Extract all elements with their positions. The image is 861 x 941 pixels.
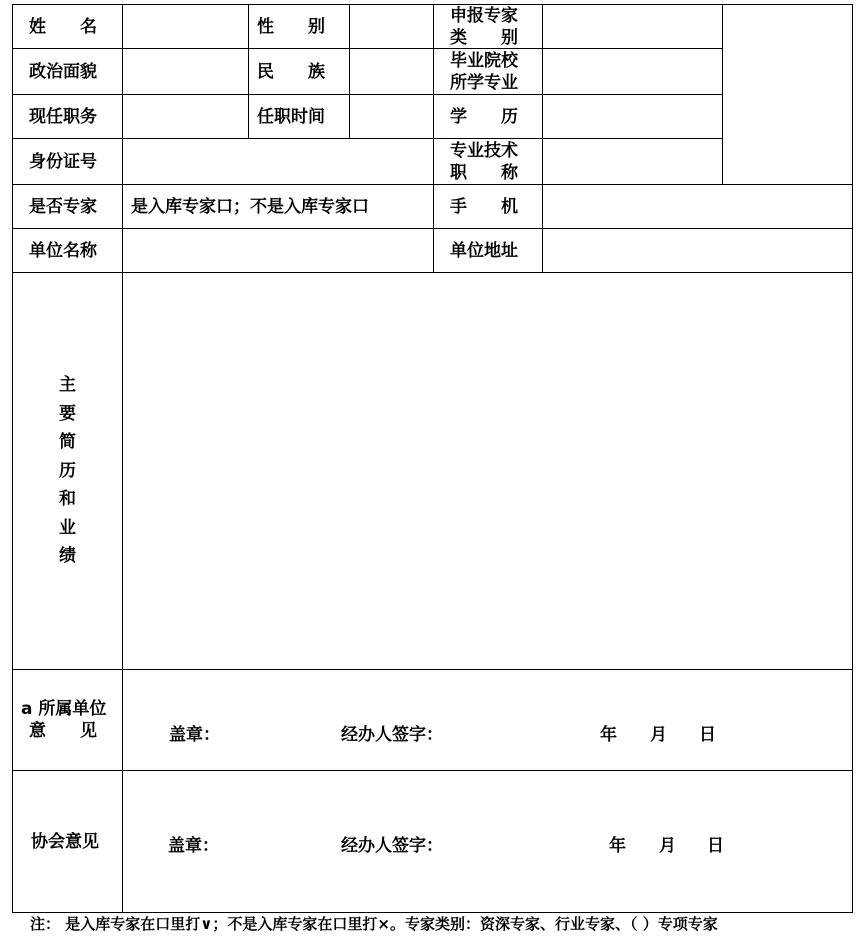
ethnicity-label: 民 族 <box>248 48 350 95</box>
tenure-label: 任职时间 <box>248 94 350 139</box>
unit-year-label: 年 <box>600 725 617 745</box>
political-label: 政治面貌 <box>12 48 123 95</box>
association-day-label: 日 <box>707 836 724 856</box>
gender-label: 性 别 <box>248 4 350 49</box>
unit-stamp-label: 盖章： <box>169 725 220 745</box>
education-label: 学 历 <box>433 94 543 139</box>
position-label: 现任职务 <box>12 94 123 139</box>
is-expert-field[interactable] <box>122 184 434 229</box>
unit-day-label: 日 <box>699 725 716 745</box>
id-field[interactable] <box>122 138 434 185</box>
expert-category-field[interactable] <box>542 4 723 49</box>
id-label: 身份证号 <box>12 138 123 185</box>
is-expert-options: 是入库专家口；不是入库专家口 <box>131 196 369 217</box>
association-month-label: 月 <box>659 836 676 856</box>
phone-field[interactable] <box>542 184 853 229</box>
ethnicity-field[interactable] <box>349 48 434 95</box>
footnote: 注： 是入库专家在口里打∨；不是入库专家在口里打×。专家类别：资深专家、行业专家、（ ）专项专家 <box>30 915 718 933</box>
tenure-field[interactable] <box>349 94 434 139</box>
resume-field[interactable] <box>122 272 853 670</box>
name-field[interactable] <box>122 4 249 49</box>
expert-application-form <box>12 4 853 913</box>
is-expert-label: 是否专家 <box>12 184 123 229</box>
gender-field[interactable] <box>349 4 434 49</box>
name-label: 姓 名 <box>12 4 123 49</box>
school-field[interactable] <box>542 48 723 95</box>
association-stamp-label: 盖章： <box>168 836 219 856</box>
unit-handler-label: 经办人签字： <box>341 725 443 745</box>
unit-month-label: 月 <box>650 725 667 745</box>
unit-opinion-field[interactable] <box>122 669 853 771</box>
education-field[interactable] <box>542 94 723 139</box>
title-field[interactable] <box>542 138 723 185</box>
expert-category-label: 申报专家 类 别 <box>433 4 543 49</box>
unit-address-label: 单位地址 <box>433 228 543 273</box>
unit-name-field[interactable] <box>122 228 434 273</box>
resume-label: 主 要 简 历 和 业 绩 <box>12 272 123 670</box>
unit-address-field[interactable] <box>542 228 853 273</box>
photo-box[interactable] <box>722 4 853 185</box>
association-opinion-field[interactable] <box>122 770 853 913</box>
association-opinion-label: 协会意见 <box>12 770 123 913</box>
unit-opinion-label: a 所属单位 意 见 <box>12 669 123 771</box>
position-field[interactable] <box>122 94 249 139</box>
association-handler-label: 经办人签字： <box>341 836 443 856</box>
title-label: 专业技术 职 称 <box>433 138 543 185</box>
unit-name-label: 单位名称 <box>12 228 123 273</box>
school-label: 毕业院校 所学专业 <box>433 48 543 95</box>
political-field[interactable] <box>122 48 249 95</box>
phone-label: 手 机 <box>433 184 543 229</box>
association-year-label: 年 <box>609 836 626 856</box>
